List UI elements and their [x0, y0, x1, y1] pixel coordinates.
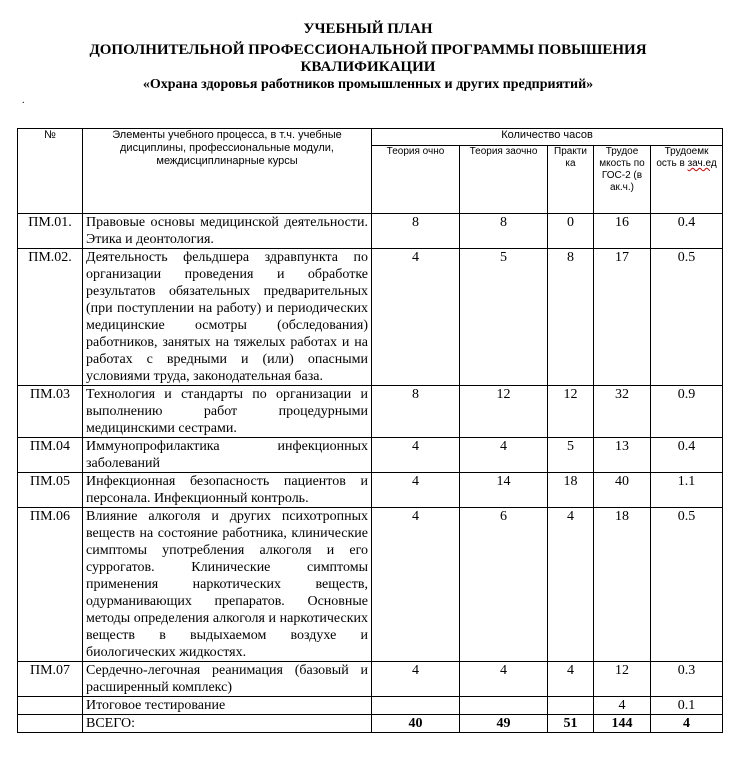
row-practice: 18: [548, 473, 594, 508]
curriculum-table: [17, 128, 723, 733]
stray-dot: .: [22, 95, 25, 106]
row-code: ПМ.03: [18, 386, 83, 438]
header-labor-credits: [651, 146, 723, 214]
header-elements: Элементы учебного процесса, в т.ч. учебные дисциплины, профессиональные модули, междисциплинарные курсы: [83, 129, 372, 214]
row-practice: 5: [548, 438, 594, 473]
header-hours: Количество часов: [372, 129, 723, 146]
row-labor: 4: [594, 697, 651, 715]
header-num: №: [18, 129, 83, 214]
header-practice: Практи ка: [548, 146, 594, 214]
row-theory-remote: 12: [460, 386, 548, 438]
table-row-final-test: [18, 697, 723, 715]
row-name: Технология и стандарты по организации и выполнению работ процедурными медицинскими сестрами.: [83, 386, 372, 438]
table-row: [18, 386, 723, 438]
row-theory-in-person: 4: [372, 438, 460, 473]
table-row: [18, 438, 723, 473]
program-name: «Охрана здоровья работников промышленных и других предприятий»: [142, 77, 594, 92]
row-code: [18, 697, 83, 715]
table-row: [18, 473, 723, 508]
row-labor: 32: [594, 386, 651, 438]
row-labor: 18: [594, 508, 651, 662]
row-name: Влияние алкоголя и других психотропных веществ на состояние работника, клинические симптомы употребления алкоголя и его суррогатов. Клинические симптомы применения наркотических веществ, одурманивающих препаратов. Основные методы определения алкоголя и наркотических веществ в выдыхаемом воздухе и биологических жидкостях.: [83, 508, 372, 662]
total-theory-remote: 49: [460, 715, 548, 733]
row-practice: 0: [548, 214, 594, 249]
row-name: Правовые основы медицинской деятельности. Этика и деонтология.: [83, 214, 372, 249]
row-code: ПМ.01.: [18, 214, 83, 249]
row-theory-remote: 4: [460, 438, 548, 473]
row-practice: 4: [548, 662, 594, 697]
table-row: [18, 508, 723, 662]
row-credits: 0.4: [651, 438, 723, 473]
row-credits: 0.5: [651, 249, 723, 386]
row-code: ПМ.05: [18, 473, 83, 508]
row-theory-remote: 8: [460, 214, 548, 249]
header-labor-gos: Трудое мкость по ГОС-2 (в ак.ч.): [594, 146, 651, 214]
row-theory-in-person: 4: [372, 473, 460, 508]
table-row: [18, 662, 723, 697]
row-credits: 0.5: [651, 508, 723, 662]
total-credits: 4: [651, 715, 723, 733]
program-title: ДОПОЛНИТЕЛЬНОЙ ПРОФЕССИОНАЛЬНОЙ ПРОГРАММЫ ПОВЫШЕНИЯ КВАЛИФИКАЦИИ: [89, 42, 647, 75]
row-name: Иммунопрофилактика инфекционных заболеваний: [83, 438, 372, 473]
row-theory-in-person: 4: [372, 508, 460, 662]
header-theory-remote: Теория заочно: [460, 146, 548, 214]
row-practice: 12: [548, 386, 594, 438]
row-practice: 8: [548, 249, 594, 386]
row-code: ПМ.04: [18, 438, 83, 473]
row-name: Деятельность фельдшера здравпункта по организации проведения и обработке результатов обязательных предварительных (при поступлении на работу) и периодических медицинские осмотры (обследования) работников, занятых на тяжелых работах и на работах с вредными и (или) опасными условиями труда, законодательная база.: [83, 249, 372, 386]
row-credits: 1.1: [651, 473, 723, 508]
header-theory-in-person: Теория очно: [372, 146, 460, 214]
row-labor: 17: [594, 249, 651, 386]
table-row: [18, 214, 723, 249]
total-label: ВСЕГО:: [83, 715, 372, 733]
total-practice: 51: [548, 715, 594, 733]
total-code: [18, 715, 83, 733]
row-credits: 0.9: [651, 386, 723, 438]
row-credits: 0.4: [651, 214, 723, 249]
row-labor: 13: [594, 438, 651, 473]
row-code: ПМ.02.: [18, 249, 83, 386]
row-theory-in-person: 8: [372, 386, 460, 438]
row-code: ПМ.06: [18, 508, 83, 662]
row-credits: 0.1: [651, 697, 723, 715]
total-theory-in-person: 40: [372, 715, 460, 733]
row-code: ПМ.07: [18, 662, 83, 697]
row-practice: [548, 697, 594, 715]
row-name: Сердечно-легочная реанимация (базовый и расширенный комплекс): [83, 662, 372, 697]
row-theory-remote: 14: [460, 473, 548, 508]
row-theory-remote: [460, 697, 548, 715]
row-theory-in-person: [372, 697, 460, 715]
header-labor-credits-prefix: Трудоемк ость в: [656, 146, 709, 169]
row-theory-in-person: 8: [372, 214, 460, 249]
plan-title: УЧЕБНЫЙ ПЛАН: [303, 21, 433, 37]
row-labor: 12: [594, 662, 651, 697]
row-theory-in-person: 4: [372, 662, 460, 697]
row-theory-in-person: 4: [372, 249, 460, 386]
row-labor: 40: [594, 473, 651, 508]
row-name: Итоговое тестирование: [83, 697, 372, 715]
total-labor: 144: [594, 715, 651, 733]
table-row-total: [18, 715, 723, 733]
row-practice: 4: [548, 508, 594, 662]
row-theory-remote: 4: [460, 662, 548, 697]
row-theory-remote: 5: [460, 249, 548, 386]
row-name: Инфекционная безопасность пациентов и персонала. Инфекционный контроль.: [83, 473, 372, 508]
table-row: [18, 249, 723, 386]
row-labor: 16: [594, 214, 651, 249]
row-credits: 0.3: [651, 662, 723, 697]
header-labor-credits-unit: зач.ед: [687, 158, 717, 169]
row-theory-remote: 6: [460, 508, 548, 662]
